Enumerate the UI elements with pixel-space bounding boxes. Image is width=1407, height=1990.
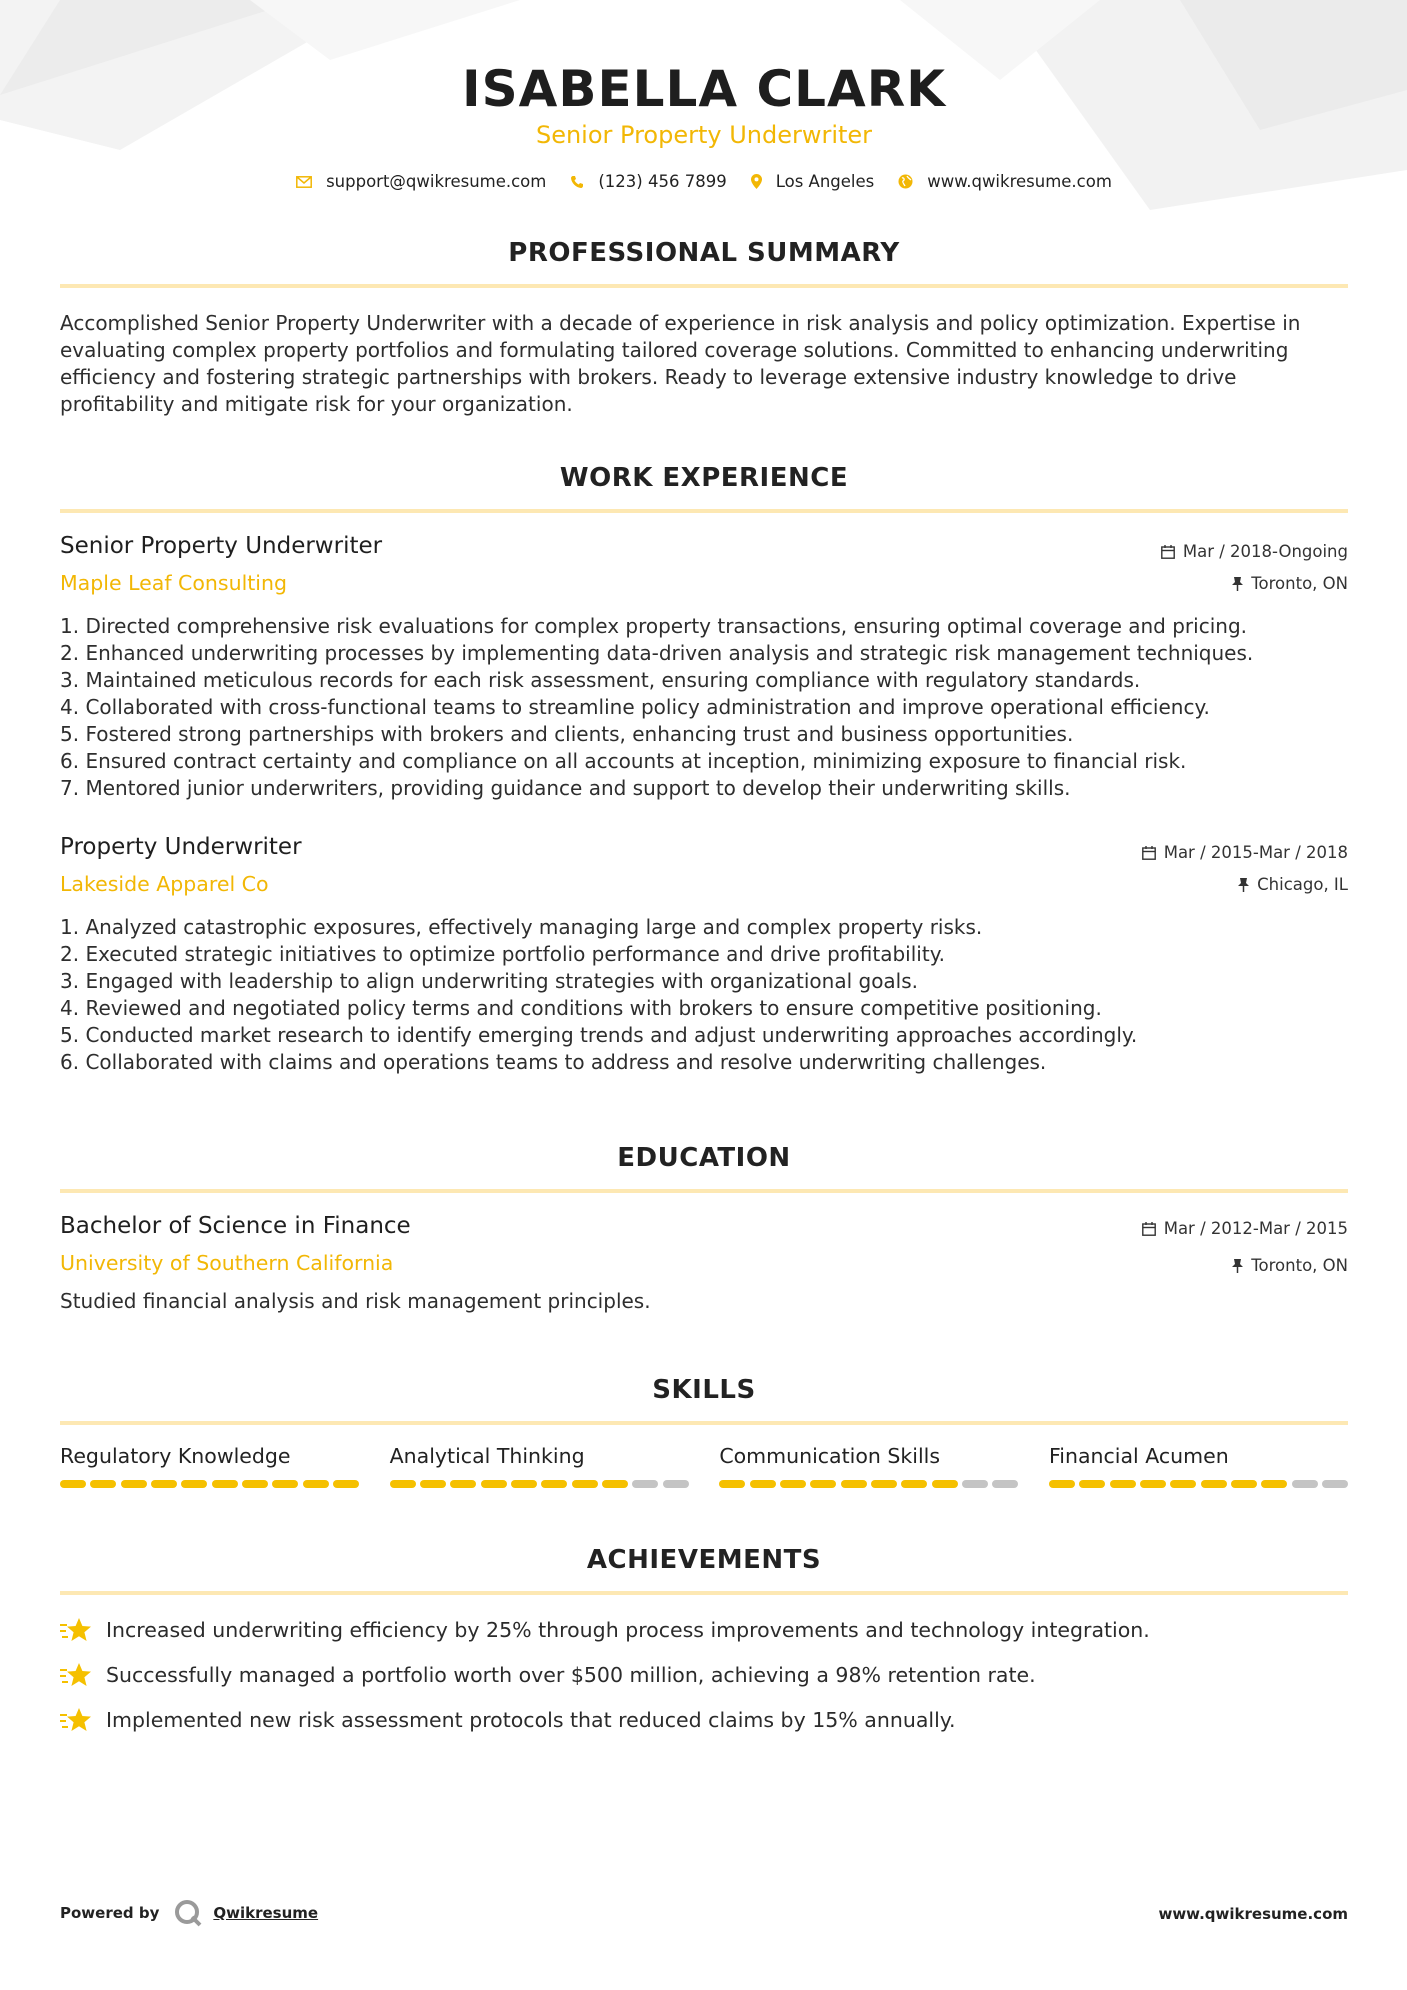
skill-level-dot [1110,1480,1136,1488]
skill-level-dot [450,1480,476,1488]
contact-location [751,172,875,191]
contact-email-text: support@qwikresume.com [326,172,547,191]
star-icon [60,1706,92,1734]
job-bullets [60,613,1253,802]
achievements-section-header [60,1545,1348,1595]
summary-section-header [60,238,1348,288]
calendar-icon [1161,545,1175,559]
job-bullet: 3. Maintained meticulous records for each risk assessment, ensuring compliance with regulatory standards. [60,668,1141,692]
skill-level-dot [750,1480,776,1488]
contact-location-text: Los Angeles [775,172,875,191]
job-bullet: 7. Mentored junior underwriters, providing guidance and support to develop their underwriting skills. [60,776,1071,800]
skill-level-dot [60,1480,86,1488]
skill-level-dot [1231,1480,1257,1488]
skill-level-dot [1049,1480,1075,1488]
calendar-icon [1142,846,1156,860]
contact-phone[interactable] [570,172,726,191]
skill-level-dot [121,1480,147,1488]
candidate-title: Senior Property Underwriter [535,121,873,149]
job-role: Property Underwriter [60,834,302,860]
skill-item [719,1444,1018,1488]
job-bullet: 1. Analyzed catastrophic exposures, effectively managing large and complex property risks. [60,915,983,939]
skill-name: Financial Acumen [1048,1444,1229,1468]
achievement-text: Implemented new risk assessment protocols that reduced claims by 15% annually. [106,1708,956,1732]
summary-text [60,310,1348,418]
education-heading: EDUCATION [617,1143,791,1173]
job-location [1238,875,1348,894]
achievement-item [60,1706,1348,1734]
achievement-text: Increased underwriting efficiency by 25% through process improvements and technology integration. [106,1618,1150,1642]
education-section-header [60,1143,1348,1193]
skill-level-meter [60,1480,359,1488]
education-school: University of Southern California [60,1251,394,1275]
skill-level-dot [1292,1480,1318,1488]
pushpin-icon [1232,1259,1243,1273]
footer-powered-by [60,1898,318,1928]
section-divider [60,1591,1348,1595]
skill-level-dot [90,1480,116,1488]
skill-level-meter [1049,1480,1348,1488]
pushpin-icon [1232,577,1243,591]
education-location [1232,1256,1348,1275]
achievement-item [60,1661,1348,1689]
job-location [1232,574,1348,593]
skill-item [60,1444,359,1488]
skill-level-dot [1261,1480,1287,1488]
job-bullet: 2. Enhanced underwriting processes by implementing data-driven analysis and strategic risk management techniques. [60,641,1254,665]
skill-level-dot [333,1480,359,1488]
skill-level-dot [1170,1480,1196,1488]
skill-level-dot [181,1480,207,1488]
map-pin-icon [751,174,762,189]
skill-level-dot [242,1480,268,1488]
skill-level-dot [663,1480,689,1488]
section-divider [60,509,1348,513]
achievement-item [60,1616,1348,1644]
skills-list [60,1444,1348,1488]
summary-line: evaluating complex property portfolios and formulating tailored coverage solutions. Committed to enhancing underwriting [60,338,1289,362]
job-bullet: 6. Ensured contract certainty and compliance on all accounts at inception, minimizing exposure to financial risk. [60,749,1187,773]
skill-level-dot [541,1480,567,1488]
skill-level-dot [932,1480,958,1488]
skill-name: Communication Skills [719,1444,941,1468]
job-bullet: 3. Engaged with leadership to align underwriting strategies with organizational goals. [60,969,919,993]
qwikresume-link[interactable]: Qwikresume [213,1904,319,1922]
skill-level-dot [632,1480,658,1488]
skill-level-dot [841,1480,867,1488]
skill-level-dot [992,1480,1018,1488]
summary-heading: PROFESSIONAL SUMMARY [508,238,900,268]
section-divider [60,284,1348,288]
phone-icon [570,175,584,189]
skill-level-dot [962,1480,988,1488]
skill-level-dot [511,1480,537,1488]
globe-icon [898,174,913,189]
experience-heading: WORK EXPERIENCE [559,463,849,493]
skill-level-dot [272,1480,298,1488]
skill-level-dot [810,1480,836,1488]
job-company: Maple Leaf Consulting [60,571,288,595]
skill-level-dot [1140,1480,1166,1488]
summary-line: profitability and mitigate risk for your organization. [60,392,573,416]
skill-level-dot [390,1480,416,1488]
job-location-text: Chicago, IL [1257,875,1348,894]
skill-name: Analytical Thinking [389,1444,585,1468]
job-bullets [60,914,1137,1076]
contact-email[interactable] [296,172,546,191]
education-dates [1142,1219,1348,1238]
contact-phone-text: (123) 456 7899 [598,172,727,191]
qwikresume-logo-icon [173,1898,203,1928]
skill-level-dot [1079,1480,1105,1488]
skill-level-dot [871,1480,897,1488]
skill-level-dot [602,1480,628,1488]
experience-section-header [60,463,1348,513]
achievements-heading: ACHIEVEMENTS [586,1545,822,1575]
job-bullet: 4. Collaborated with cross-functional teams to streamline policy administration and improve operational efficiency. [60,695,1210,719]
skill-level-dot [212,1480,238,1488]
pushpin-icon [1238,878,1249,892]
skill-level-dot [481,1480,507,1488]
skills-section-header [60,1375,1348,1425]
calendar-icon [1142,1222,1156,1236]
job-bullet: 6. Collaborated with claims and operations teams to address and resolve underwriting challenges. [60,1050,1047,1074]
footer-website[interactable]: www.qwikresume.com [1158,1905,1348,1923]
contact-bar [60,172,1348,191]
job-bullet: 4. Reviewed and negotiated policy terms and conditions with brokers to ensure competitive positioning. [60,996,1102,1020]
star-icon [60,1661,92,1689]
skill-level-dot [572,1480,598,1488]
job-bullet: 5. Conducted market research to identify emerging trends and adjust underwriting approaches accordingly. [60,1023,1138,1047]
job-dates [1161,542,1348,561]
skill-level-dot [420,1480,446,1488]
job-company: Lakeside Apparel Co [60,872,269,896]
star-icon [60,1616,92,1644]
job-role: Senior Property Underwriter [60,533,383,559]
envelope-icon [296,176,312,188]
skill-level-dot [1322,1480,1348,1488]
section-divider [60,1189,1348,1193]
skill-level-dot [151,1480,177,1488]
job-location-text: Toronto, ON [1251,574,1348,593]
section-divider [60,1421,1348,1425]
education-dates-text: Mar / 2012-Mar / 2015 [1163,1219,1348,1238]
contact-website[interactable] [898,172,1112,191]
skill-level-meter [719,1480,1018,1488]
education-degree: Bachelor of Science in Finance [60,1213,411,1239]
education-description: Studied financial analysis and risk management principles. [60,1289,651,1313]
powered-by-label: Powered by [60,1904,160,1922]
skill-name: Regulatory Knowledge [60,1444,291,1468]
job-bullet: 5. Fostered strong partnerships with brokers and clients, enhancing trust and business opportunities. [60,722,1074,746]
skills-heading: SKILLS [652,1375,756,1405]
summary-line: efficiency and fostering strategic partnerships with brokers. Ready to leverage extensive industry knowledge to drive [60,365,1237,389]
skill-level-dot [719,1480,745,1488]
skill-level-dot [901,1480,927,1488]
summary-line: Accomplished Senior Property Underwriter with a decade of experience in risk analysis and policy optimization. Expertise in [60,311,1301,335]
job-dates-text: Mar / 2015-Mar / 2018 [1163,843,1348,862]
job-dates-text: Mar / 2018-Ongoing [1182,542,1348,561]
skill-level-meter [390,1480,689,1488]
candidate-name: ISABELLA CLARK [462,60,946,118]
job-bullet: 1. Directed comprehensive risk evaluations for complex property transactions, ensuring optimal coverage and pricing. [60,614,1247,638]
skill-level-dot [303,1480,329,1488]
job-dates [1142,843,1348,862]
skill-level-dot [1201,1480,1227,1488]
job-bullet: 2. Executed strategic initiatives to optimize portfolio performance and drive profitability. [60,942,946,966]
achievement-text: Successfully managed a portfolio worth over $500 million, achieving a 98% retention rate. [106,1663,1036,1687]
contact-website-text: www.qwikresume.com [927,172,1112,191]
education-location-text: Toronto, ON [1251,1256,1348,1275]
skill-item [1049,1444,1348,1488]
skill-level-dot [780,1480,806,1488]
skill-item [390,1444,689,1488]
